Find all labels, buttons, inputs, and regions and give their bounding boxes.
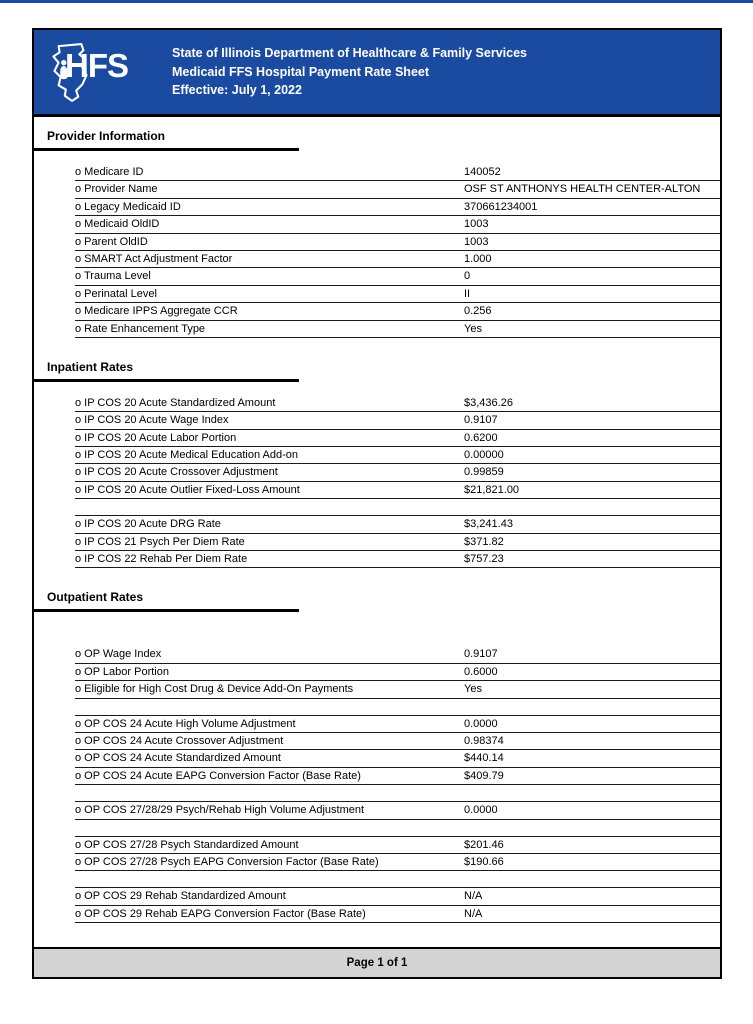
row-label: o IP COS 20 Acute Standardized Amount (75, 396, 276, 409)
row-value: $190.66 (464, 855, 504, 868)
row-group (75, 715, 720, 786)
section-outpatient-rates (34, 588, 720, 923)
row-value: OSF ST ANTHONYS HEALTH CENTER-ALTON (464, 183, 701, 196)
section-provider-information (34, 127, 720, 338)
rate-row (75, 234, 720, 251)
row-label: o IP COS 21 Psych Per Diem Rate (75, 535, 245, 548)
row-value: Yes (464, 683, 482, 696)
top-edge-strip (0, 0, 753, 3)
rate-row (75, 447, 720, 464)
rate-row (75, 268, 720, 285)
header-line-effective-date: Effective: July 1, 2022 (172, 83, 302, 98)
row-value: II (464, 287, 471, 300)
rate-row (75, 681, 720, 698)
row-label: o OP COS 24 Acute Crossover Adjustment (75, 734, 284, 747)
logo-hfs-text: HFS (65, 47, 128, 84)
row-value: 370661234001 (464, 200, 538, 213)
rate-row (75, 412, 720, 429)
section-title-inpatient-rates: Inpatient Rates (34, 358, 299, 382)
rate-row (75, 164, 720, 181)
row-label: o OP Labor Portion (75, 665, 169, 678)
row-value: 1003 (464, 235, 489, 248)
header-title-block (172, 44, 527, 100)
row-value: 0.9107 (464, 414, 498, 427)
rate-row (75, 716, 720, 733)
row-value: $371.82 (464, 535, 504, 548)
rate-row (75, 733, 720, 750)
row-label: o OP COS 27/28/29 Psych/Rehab High Volume Adjustment (75, 804, 365, 817)
section-title-outpatient-rates: Outpatient Rates (34, 588, 299, 612)
row-label: o Medicare ID (75, 166, 144, 178)
row-label: o OP COS 27/28 Psych EAPG Conversion Factor (Base Rate) (75, 855, 379, 868)
row-label: o IP COS 20 Acute Labor Portion (75, 431, 237, 444)
row-label: o Perinatal Level (75, 287, 157, 300)
row-label: o OP Wage Index (75, 648, 162, 661)
row-value: 0.256 (464, 305, 492, 318)
row-value: 0.00000 (464, 449, 504, 462)
page-footer-bar (34, 947, 720, 977)
row-value: 0 (464, 270, 471, 283)
row-group (75, 646, 720, 698)
row-label: o OP COS 24 Acute High Volume Adjustment (75, 717, 296, 730)
row-group (75, 395, 720, 499)
section-rows-outpatient-rates (75, 646, 720, 923)
row-value: $440.14 (464, 752, 504, 765)
row-label: o OP COS 29 Rehab EAPG Conversion Factor (Base Rate) (75, 907, 366, 920)
row-label: o Parent OldID (75, 235, 148, 248)
rate-row (75, 888, 720, 905)
rate-row (75, 430, 720, 447)
row-value: 140052 (464, 166, 501, 178)
section-inpatient-rates (34, 358, 720, 569)
row-value: 0.0000 (464, 717, 498, 730)
rate-row (75, 181, 720, 198)
row-group (75, 164, 720, 338)
rate-row (75, 750, 720, 767)
rate-row (75, 646, 720, 663)
row-group (75, 801, 720, 819)
row-value: $3,436.26 (464, 396, 513, 409)
row-label: o IP COS 22 Rehab Per Diem Rate (75, 553, 248, 566)
rate-row (75, 321, 720, 338)
rate-row (75, 216, 720, 233)
rate-row (75, 303, 720, 320)
row-label: o SMART Act Adjustment Factor (75, 252, 233, 265)
row-group (75, 515, 720, 568)
row-value: 0.0000 (464, 804, 498, 817)
row-value: N/A (464, 907, 483, 920)
row-value: 1.000 (464, 252, 492, 265)
rate-row (75, 534, 720, 551)
row-value: Yes (464, 322, 482, 335)
row-label: o Eligible for High Cost Drug & Device Add-On Payments (75, 683, 354, 696)
row-label: o Trauma Level (75, 270, 151, 283)
rate-row (75, 464, 720, 481)
row-label: o IP COS 20 Acute Crossover Adjustment (75, 466, 278, 479)
row-label: o Legacy Medicaid ID (75, 200, 181, 213)
row-label: o Medicaid OldID (75, 218, 160, 231)
rate-row (75, 854, 720, 871)
row-label: o OP COS 24 Acute Standardized Amount (75, 752, 281, 765)
document-body (34, 117, 720, 947)
row-label: o Rate Enhancement Type (75, 322, 206, 335)
hfs-logo (48, 41, 160, 103)
row-value: 0.98374 (464, 734, 504, 747)
row-value: $409.79 (464, 769, 504, 782)
row-label: o IP COS 20 Acute Outlier Fixed-Loss Amount (75, 483, 300, 496)
rate-row (75, 768, 720, 785)
row-value: $201.46 (464, 838, 504, 851)
row-label: o OP COS 24 Acute EAPG Conversion Factor (Base Rate) (75, 769, 361, 782)
rate-row (75, 837, 720, 854)
row-label: o IP COS 20 Acute Medical Education Add-on (75, 449, 298, 462)
row-value: N/A (464, 890, 483, 903)
row-value: $3,241.43 (464, 518, 513, 531)
document-header (34, 30, 720, 117)
row-value: 1003 (464, 218, 489, 231)
row-value: 0.99859 (464, 466, 504, 479)
row-label: o Medicare IPPS Aggregate CCR (75, 305, 238, 318)
rate-row (75, 286, 720, 303)
row-value: 0.6000 (464, 665, 498, 678)
rate-row (75, 664, 720, 681)
rate-row (75, 482, 720, 499)
row-group (75, 836, 720, 872)
row-label: o IP COS 20 Acute Wage Index (75, 414, 229, 427)
rate-row (75, 906, 720, 923)
rate-row (75, 516, 720, 533)
row-value: 0.6200 (464, 431, 498, 444)
section-title-provider-information: Provider Information (34, 127, 299, 151)
rate-row (75, 802, 720, 819)
row-value: $757.23 (464, 553, 504, 566)
rate-row (75, 251, 720, 268)
rate-row (75, 199, 720, 216)
header-line-document-title: Medicaid FFS Hospital Payment Rate Sheet (172, 64, 430, 79)
page-number: Page 1 of 1 (346, 957, 408, 969)
row-value: 0.9107 (464, 648, 498, 661)
row-label: o IP COS 20 Acute DRG Rate (75, 518, 221, 531)
section-rows-inpatient-rates (75, 395, 720, 569)
row-group (75, 887, 720, 923)
section-rows-provider-information (75, 164, 720, 338)
rate-sheet-document (32, 28, 722, 979)
row-label: o Provider Name (75, 183, 158, 196)
rate-row (75, 395, 720, 412)
rate-row (75, 551, 720, 568)
row-label: o OP COS 29 Rehab Standardized Amount (75, 890, 286, 903)
row-label: o OP COS 27/28 Psych Standardized Amount (75, 838, 299, 851)
row-value: $21,821.00 (464, 483, 520, 496)
header-line-agency: State of Illinois Department of Healthcare & Family Services (172, 46, 527, 61)
